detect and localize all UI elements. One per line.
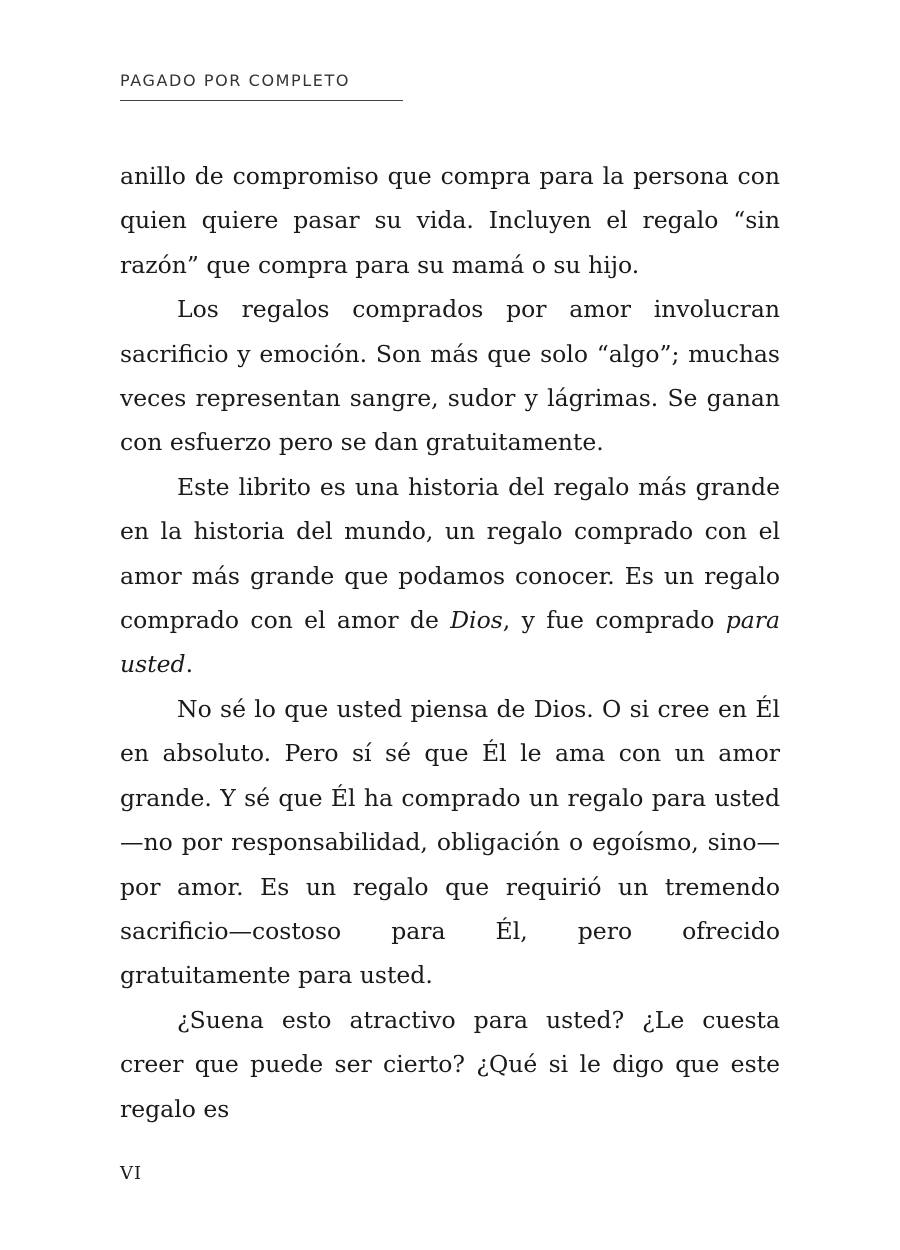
page-number: VI — [120, 1163, 143, 1184]
paragraph — [120, 687, 780, 998]
italic-text: Dios — [450, 606, 503, 635]
paragraph-text: No sé lo que usted piensa de Dios. O si cree en Él en absoluto. Pero sí sé que Él le ama con un amor grande. Y sé que Él ha comprado un regalo para usted—no por responsabilidad, obligación o egoísmo, sino—por amor. Es un regalo que requirió un tremendo sacrificio—costoso para Él, pero ofrecido gratuitamente para usted. — [120, 694, 780, 990]
italic-text: para usted — [120, 606, 780, 679]
paragraph — [120, 465, 780, 687]
paragraph-text: ¿Suena esto atractivo para usted? ¿Le cuesta creer que puede ser cierto? ¿Qué si le digo que este regalo es — [120, 1005, 780, 1123]
paragraph-text: anillo de compromiso que compra para la persona con quien quiere pasar su vida. Incluyen el regalo “sin razón” que compra para su mamá o su hijo. — [120, 162, 780, 279]
paragraph-text: Este librito es una historia del regalo más grande en la historia del mundo, un regalo comprado con el amor más grande que podamos conocer. Es un regalo comprado con el amor de — [120, 472, 780, 635]
paragraph — [120, 154, 780, 287]
body-text — [120, 154, 780, 1131]
paragraph — [120, 287, 780, 465]
paragraph-text: , y fue comprado — [502, 606, 726, 635]
paragraph-text: . — [185, 650, 194, 679]
running-header — [120, 70, 403, 101]
running-title: PAGADO POR COMPLETO — [120, 71, 351, 90]
paragraph — [120, 998, 780, 1131]
paragraph-text: Los regalos comprados por amor involucran sacrificio y emoción. Son más que solo “algo”; muchas veces representan sangre, sudor y lágrimas. Se ganan con esfuerzo pero se dan gratuitamente. — [120, 295, 780, 457]
